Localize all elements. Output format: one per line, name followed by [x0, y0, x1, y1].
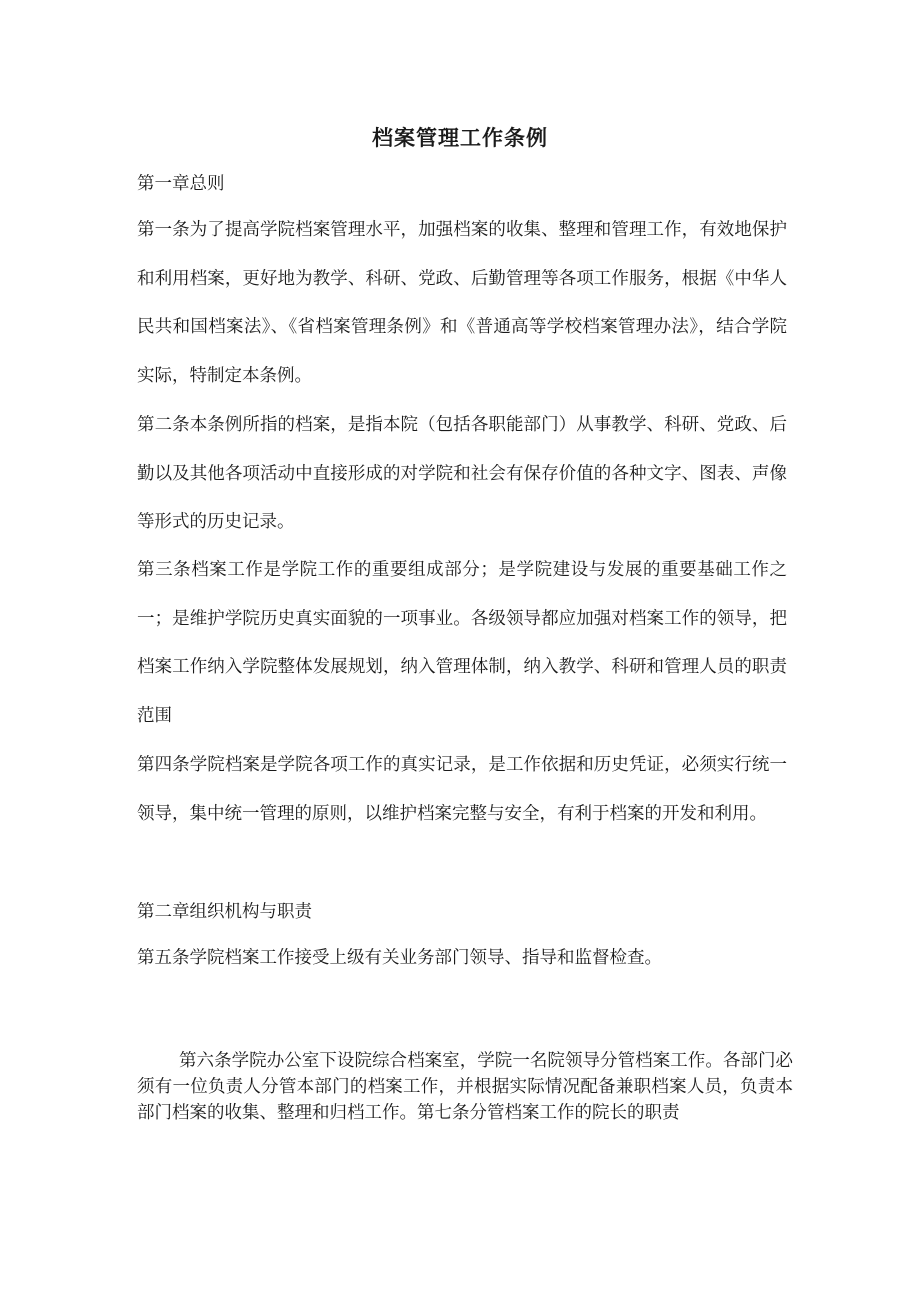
chapter-2-heading: 第二章组织机构与职责: [137, 902, 312, 922]
article-6-paragraph: 第六条学院办公室下设院综合档案室，学院一名院领导分管档案工作。各部门必须有一位负责人分管本部门的档案工作，并根据实际情况配备兼职档案人员，负责本部门档案的收集、整理和归档工作。第七条分管档案工作的院长的职责: [137, 1051, 793, 1123]
article-4-paragraph: 第四条学院档案是学院各项工作的真实记录，是工作依据和历史凭证，必须实行统一领导，集中统一管理的原则，以维护档案完整与安全，有利于档案的开发和利用。: [137, 755, 787, 824]
article-5-paragraph: 第五条学院档案工作接受上级有关业务部门领导、指导和监督检查。: [137, 948, 662, 968]
article-2-paragraph: 第二条本条例所指的档案，是指本院（包括各职能部门）从事教学、科研、党政、后勤以及其他各项活动中直接形成的对学院和社会有保存价值的各种文字、图表、声像等形式的历史记录。: [137, 415, 787, 532]
chapter-1-heading: 第一章总则: [137, 174, 225, 194]
article-1-paragraph: 第一条为了提高学院档案管理水平，加强档案的收集、整理和管理工作，有效地保护和利用档案，更好地为教学、科研、党政、后勤管理等各项工作服务，根据《中华人民共和国档案法》、《省档案管理条例》和《普通高等学校档案管理办法》，结合学院实际，特制定本条例。: [137, 220, 787, 386]
article-3-paragraph: 第三条档案工作是学院工作的重要组成部分；是学院建设与发展的重要基础工作之一；是维护学院历史真实面貌的一项事业。各级领导都应加强对档案工作的领导，把档案工作纳入学院整体发展规划，纳入管理体制，纳入教学、科研和管理人员的职责范围: [137, 560, 787, 726]
document-title: 档案管理工作条例: [372, 126, 548, 150]
